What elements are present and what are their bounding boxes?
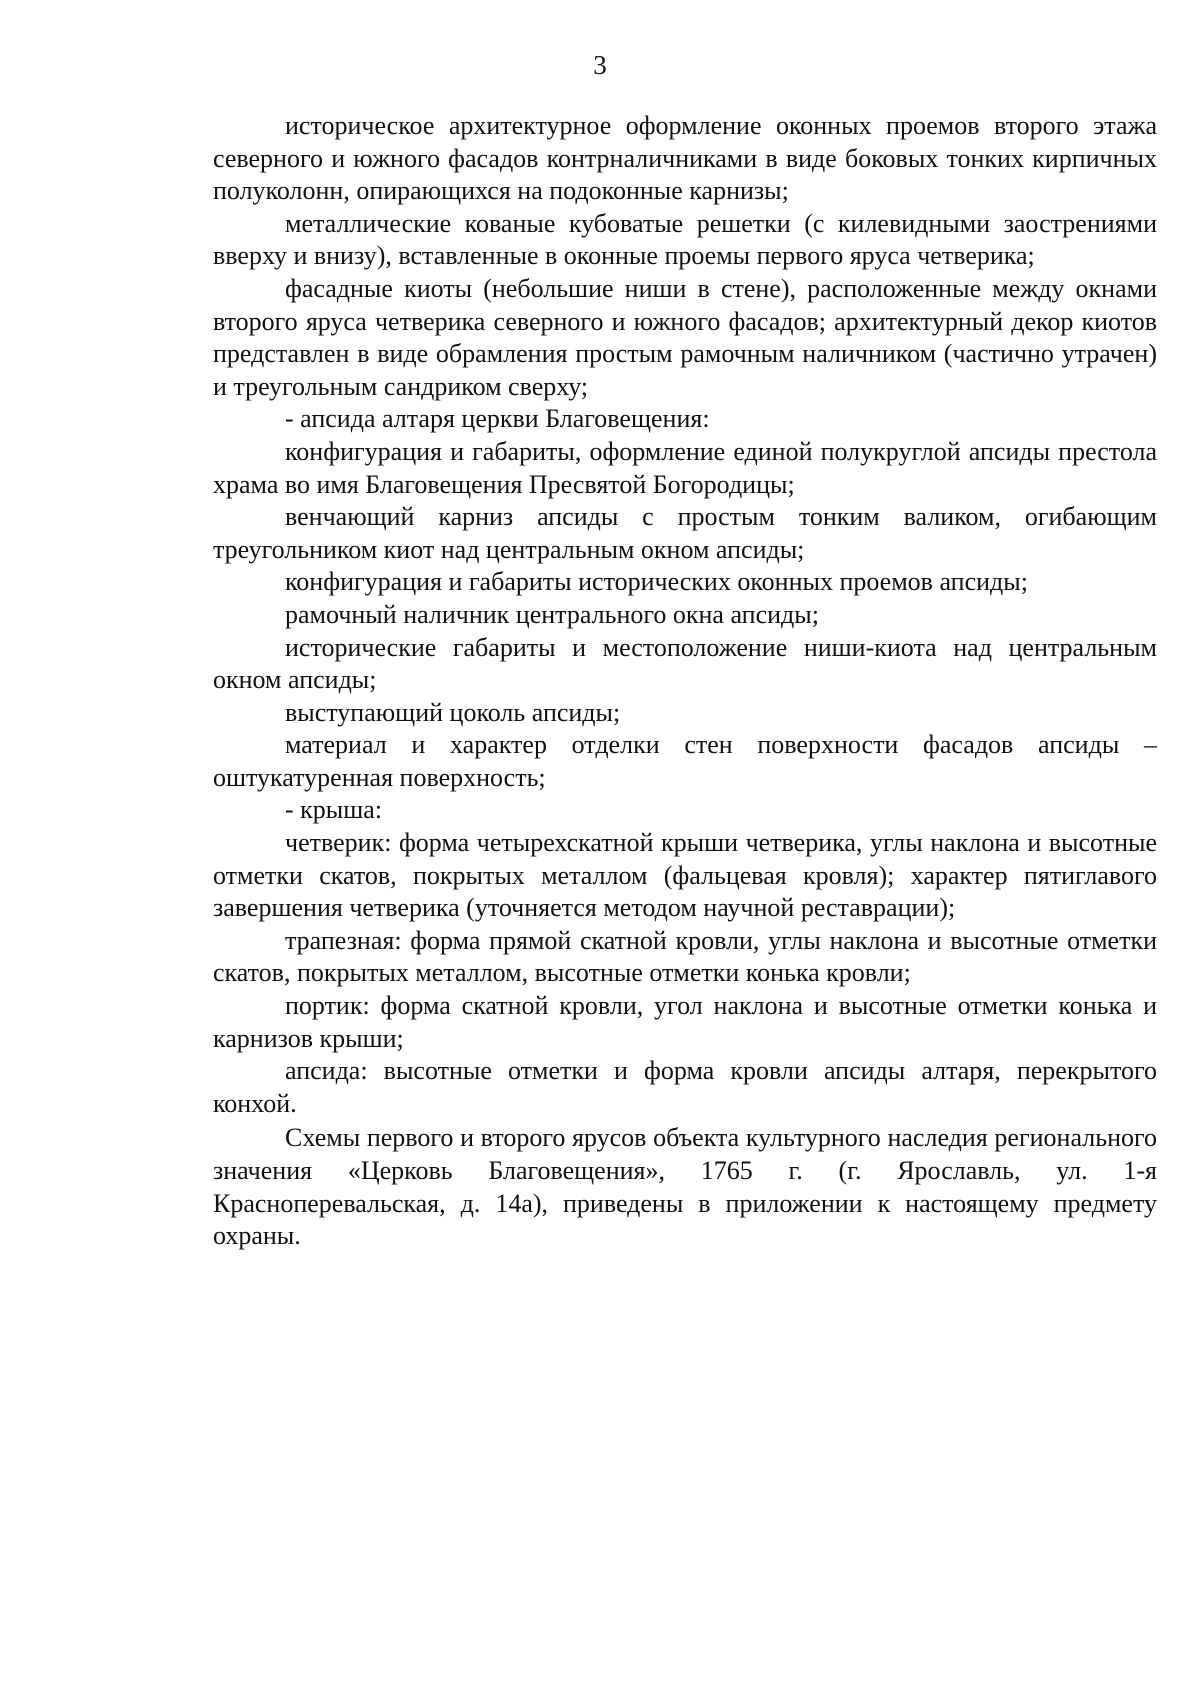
paragraph-roof-chetverik: четверик: форма четырехскатной крыши четверика, углы наклона и высотные отметки скатов, покрытых металлом (фальцевая кровля); характер пятиглавого завершения четверика (уточняется методом научной реставрации);: [213, 828, 1157, 923]
paragraph-apse-heading: - апсида алтаря церкви Благовещения:: [285, 404, 710, 434]
paragraph-apse-cornice: венчающий карниз апсиды с простым тонким валиком, огибающим треугольником киот над центральным окном апсиды;: [213, 502, 1157, 564]
paragraph-apse-window-openings: конфигурация и габариты исторических оконных проемов апсиды;: [285, 567, 1028, 597]
paragraph-apse-window-frame: рамочный наличник центрального окна апсиды;: [285, 599, 819, 629]
paragraph-roof-portico: портик: форма скатной кровли, угол наклона и высотные отметки конька и карнизов крыши;: [213, 991, 1157, 1053]
paragraph-schemes-note: Схемы первого и второго ярусов объекта культурного наследия регионального значения «Церковь Благовещения», 1765 г. (г. Ярославль, ул. 1-я Красноперевальская, д. 14а), приведены в приложении к настоящему предмету охраны.: [213, 1123, 1157, 1251]
paragraph-roof-refectory: трапезная: форма прямой скатной кровли, углы наклона и высотные отметки скатов, покрытых металлом, высотные отметки конька кровли;: [213, 925, 1157, 988]
paragraph-apse-configuration: конфигурация и габариты, оформление единой полукруглой апсиды престола храма во имя Благовещения Пресвятой Богородицы;: [213, 436, 1157, 499]
paragraph-roof-apse: апсида: высотные отметки и форма кровли апсиды алтаря, перекрытого конхой.: [213, 1056, 1157, 1118]
paragraph-window-openings-decor: историческое архитектурное оформление оконных проемов второго этажа северного и южного фасадов контрналичниками в виде боковых тонких кирпичных полуколонн, опирающихся на подоконные карнизы;: [213, 111, 1157, 206]
paragraph-apse-niche: исторические габариты и местоположение ниши-киота над центральным окном апсиды;: [213, 632, 1157, 695]
paragraph-metal-grilles: металлические кованые кубоватые решетки (с килевидными заострениями вверху и внизу), вставленные в оконные проемы первого яруса четверика;: [213, 208, 1157, 271]
page-number: 3: [593, 50, 607, 80]
document-body: [213, 110, 1157, 1253]
paragraph-apse-wall-finish: материал и характер отделки стен поверхности фасадов апсиды – оштукатуренная поверхность;: [213, 730, 1157, 792]
paragraph-apse-plinth: выступающий цоколь апсиды;: [285, 697, 621, 727]
paragraph-roof-heading: - крыша:: [285, 795, 383, 825]
paragraph-facade-kiots: фасадные киоты (небольшие ниши в стене), расположенные между окнами второго яруса четверика северного и южного фасадов; архитектурный декор киотов представлен в виде обрамления простым рамочным наличником (частично утрачен) и треугольным сандриком сверху;: [213, 273, 1157, 401]
